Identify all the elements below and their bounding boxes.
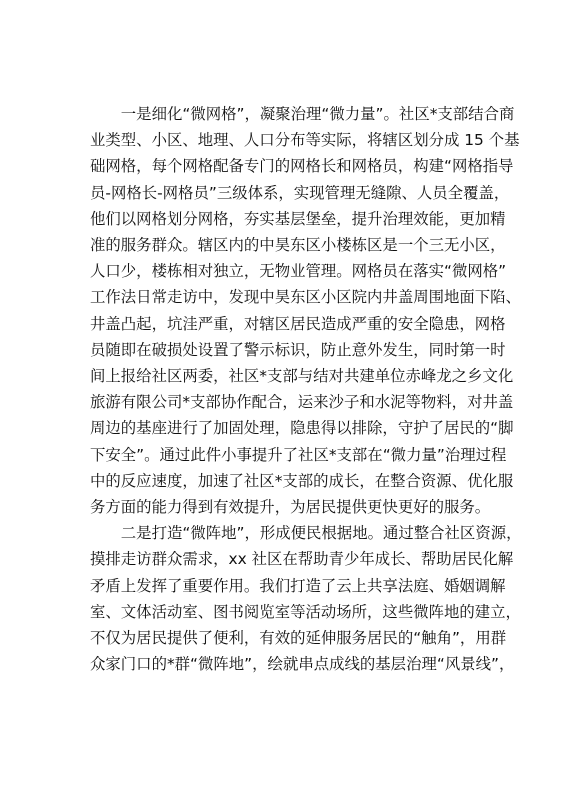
paragraph-1 [90,101,521,520]
text-line: 二是打造“微阵地”，形成便民根据地。通过整合社区资源， [90,524,522,543]
text-line: 一是细化“微网格”，凝聚治理“微力量”。社区*支部结合商 [90,105,515,123]
text-line: 务方面的能力得到有效提升，为居民提供更快更好的服务。 [90,498,491,517]
text-line: 室、文体活动室、图书阅览室等活动场所，这些微阵地的建立， [90,602,521,621]
text-line: 旅游有限公司*支部协作配合，运来沙子和水泥等物料，对井盖 [90,393,514,412]
text-line: 准的服务群众。辖区内的中昊东区小楼栋区是一个三无小区， [90,236,506,255]
text-line: 摸排走访群众需求，xx 社区在帮助青少年成长、帮助居民化解 [90,550,514,569]
text-line: 周边的基座进行了加固处理，隐患得以排除，守护了居民的“脚 [90,419,514,438]
text-line: 众家门口的*群“微阵地”，绘就串点成线的基层治理“风景线”， [90,655,515,674]
text-line: 业类型、小区、地理、人口分布等实际，将辖区划分成 15 个基 [90,131,520,150]
text-line: 间上报给社区两委，社区*支部与结对共建单位赤峰龙之乡文化 [90,367,514,386]
text-line: 不仅为居民提供了便利，有效的延伸服务居民的“触角”，用群 [90,629,507,648]
paragraph-2 [90,520,522,677]
text-line: 井盖凸起，坑洼严重，对辖区居民造成严重的安全隐患，网格 [90,314,506,333]
text-line: 础网格，每个网格配备专门的网格长和网格员，构建“网格指导 [90,157,514,176]
body-text [90,101,522,677]
text-line: 他们以网格划分网格，夯实基层堡垒，提升治理效能，更加精 [90,209,506,228]
text-line: 下安全”。通过此件小事提升了社区*支部在“微力量”治理过程 [90,445,507,464]
text-line: 中的反应速度，加速了社区*支部的成长，在整合资源、优化服 [90,471,514,490]
text-line: 人口少，楼栋相对独立，无物业管理。网格员在落实“微网格” [90,262,507,281]
text-line: 矛盾上发挥了重要作用。我们打造了云上共享法庭、婚姻调解 [90,576,506,595]
text-line: 工作法日常走访中，发现中昊东区小区院内井盖周围地面下陷、 [90,288,521,307]
text-line: 员随即在破损处设置了警示标识，防止意外发生，同时第一时 [90,340,506,359]
text-line: 员-网格长-网格员”三级体系，实现管理无缝隙、人员全覆盖， [90,183,510,202]
